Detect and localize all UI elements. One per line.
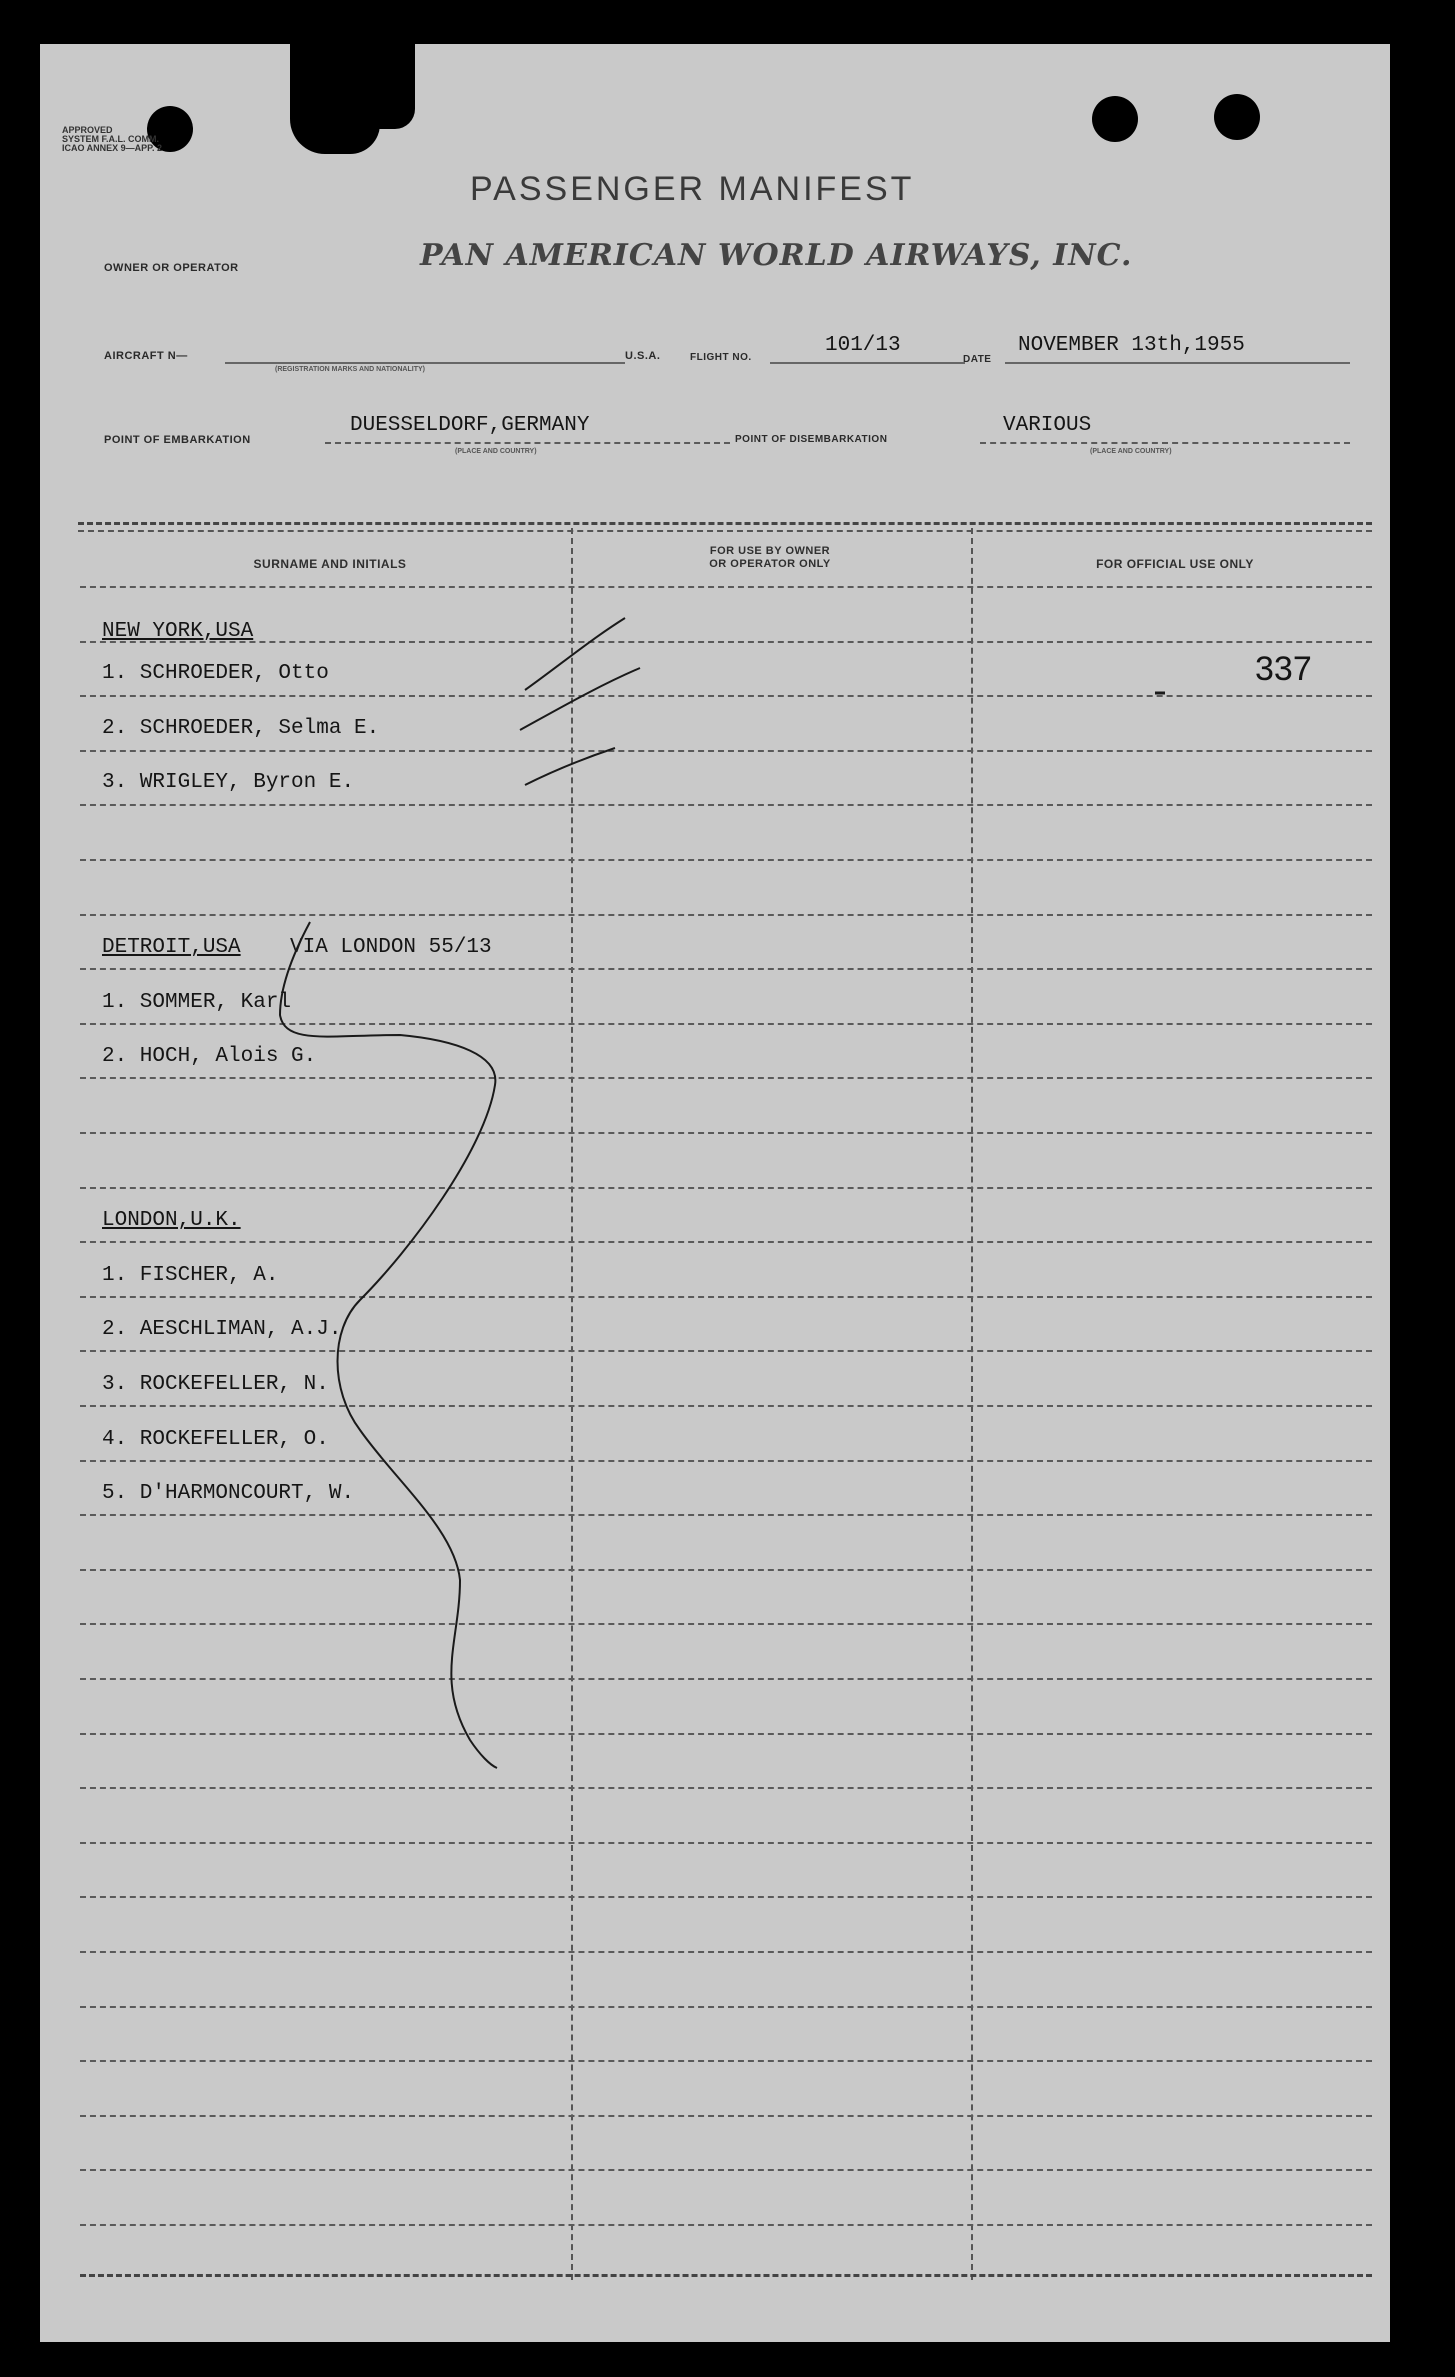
check-mark xyxy=(520,668,640,730)
disembarkation-label: POINT OF DISEMBARKATION xyxy=(735,434,888,445)
check-mark xyxy=(525,748,615,785)
passenger-entry: 2. SCHROEDER, Selma E. xyxy=(102,717,380,740)
flight-label: FLIGHT NO. xyxy=(690,352,752,363)
passenger-entry: 1. SOMMER, Karl xyxy=(102,991,292,1014)
group-heading-extra: VIA LONDON 55/13 xyxy=(290,936,492,959)
passenger-entry: 3. WRIGLEY, Byron E. xyxy=(102,771,355,794)
passenger-entry: 1. SCHROEDER, Otto xyxy=(102,662,329,685)
owner-value: PAN AMERICAN WORLD AIRWAYS, INC. xyxy=(420,238,1133,273)
passenger-entry: 1. FISCHER, A. xyxy=(102,1264,279,1287)
owner-label: OWNER OR OPERATOR xyxy=(104,262,239,274)
date-label: DATE xyxy=(963,354,992,365)
group-heading: LONDON,U.K. xyxy=(102,1209,241,1232)
column-surname: SURNAME AND INITIALS xyxy=(253,557,407,571)
usa-label: U.S.A. xyxy=(625,350,661,362)
column-official-use: FOR OFFICIAL USE ONLY xyxy=(1096,557,1254,571)
embarkation-sub: (PLACE AND COUNTRY) xyxy=(455,448,537,455)
disembarkation-sub: (PLACE AND COUNTRY) xyxy=(1090,448,1172,455)
passenger-entry: 5. D'HARMONCOURT, W. xyxy=(102,1482,355,1505)
group-heading: NEW YORK,USA xyxy=(102,620,254,643)
embarkation-value: DUESSELDORF,GERMANY xyxy=(350,414,590,437)
column-owner-use: FOR USE BY OWNER OR OPERATOR ONLY xyxy=(709,545,831,570)
passenger-entry: 3. ROCKEFELLER, N. xyxy=(102,1373,329,1396)
check-mark xyxy=(525,618,625,690)
passenger-entry: 2. AESCHLIMAN, A.J. xyxy=(102,1318,342,1341)
page-title: PASSENGER MANIFEST xyxy=(470,170,915,208)
passenger-entry: 2. HOCH, Alois G. xyxy=(102,1045,317,1068)
approval-note: APPROVED SYSTEM F.A.L. COMM. ICAO ANNEX 9—APP. 2 xyxy=(62,125,163,153)
official-stamp-number: 337 xyxy=(1255,650,1312,688)
aircraft-label: AIRCRAFT N— xyxy=(104,350,188,362)
passenger-entry: 4. ROCKEFELLER, O. xyxy=(102,1428,329,1451)
handwritten-scribble xyxy=(280,922,497,1768)
disembarkation-value: VARIOUS xyxy=(1003,414,1092,437)
flight-value: 101/13 xyxy=(825,334,901,357)
aircraft-sub: (REGISTRATION MARKS AND NATIONALITY) xyxy=(275,366,425,373)
group-heading: DETROIT,USA xyxy=(102,936,241,959)
date-value: NOVEMBER 13th,1955 xyxy=(1018,334,1245,357)
embarkation-label: POINT OF EMBARKATION xyxy=(104,434,251,446)
